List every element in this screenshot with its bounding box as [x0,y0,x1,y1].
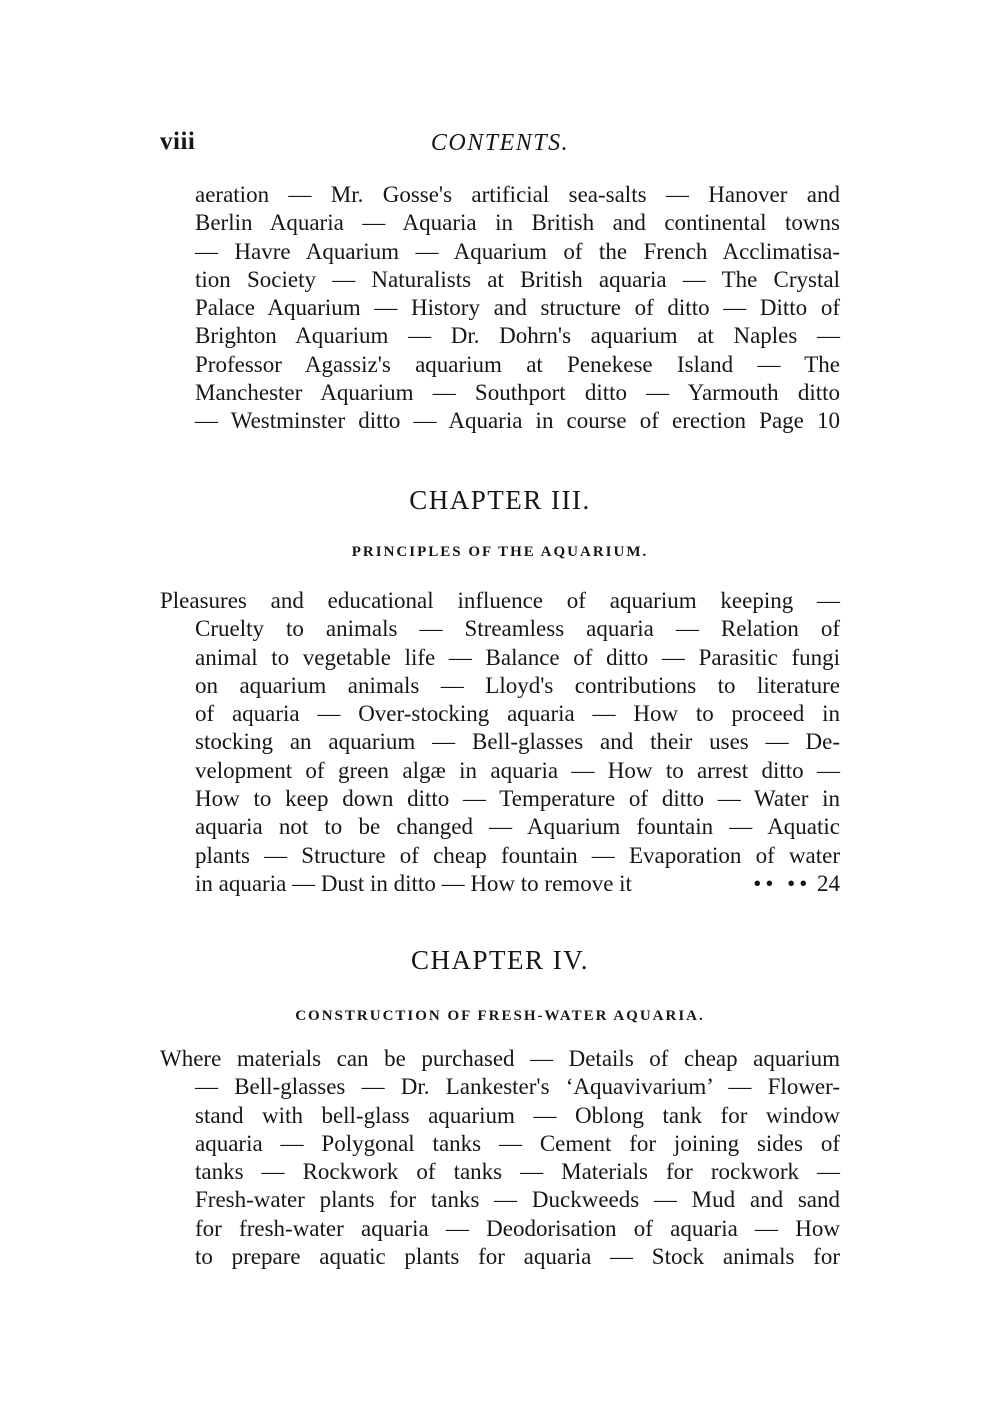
running-header [160,128,840,162]
contents-line: to prepare aquatic plants for aquaria — Stock animals for [195,1244,840,1270]
contents-line: stand with bell-glass aquarium — Oblong tank for window [195,1102,840,1128]
contents-line: aquaria not to be changed — Aquarium fountain — Aquatic [195,814,840,840]
contents-line: Berlin Aquaria — Aquaria in British and continental towns [195,210,840,236]
chapter-2-contents-continued [160,181,840,436]
contents-line: tion Society — Naturalists at British aquaria — The Crystal [195,266,840,292]
chapter-4-contents [160,1045,840,1271]
contents-line: velopment of green algæ in aquaria — How to arrest ditto — [195,757,840,783]
contents-line: of aquaria — Over-stocking aquaria — How to proceed in [195,701,840,727]
contents-line: on aquarium animals — Lloyd's contributions to literature [195,672,840,698]
page-number: viii [160,128,196,155]
contents-line: Brighton Aquarium — Dr. Dohrn's aquarium at Naples — [195,323,840,349]
page-reference: 24 [817,870,840,896]
dot-leader: •• •• [753,870,812,896]
contents-line: — Bell-glasses — Dr. Lankester's ‘Aquavivarium’ — Flower- [195,1074,840,1100]
contents-line: — Havre Aquarium — Aquarium of the French Acclimatisa- [195,238,840,264]
chapter-3-subtitle: PRINCIPLES OF THE AQUARIUM. [351,544,649,560]
chapter-4-subtitle: CONSTRUCTION OF FRESH-WATER AQUARIA. [295,1008,705,1024]
contents-line: Manchester Aquarium — Southport ditto — Yarmouth ditto [195,380,840,406]
running-title: CONTENTS. [430,130,570,156]
contents-line: Cruelty to animals — Streamless aquaria — Relation of [195,616,840,642]
contents-line: Where materials can be purchased — Details of cheap aquarium [160,1046,840,1071]
contents-line: Fresh-water plants for tanks — Duckweeds — Mud and sand [195,1187,840,1213]
contents-line: Professor Agassiz's aquarium at Penekese Island — The [195,351,840,377]
contents-line: for fresh-water aquaria — Deodorisation of aquaria — How [195,1215,840,1241]
contents-line: animal to vegetable life — Balance of ditto — Parasitic fungi [195,644,840,670]
contents-line: stocking an aquarium — Bell-glasses and their uses — De- [195,729,840,755]
contents-line-text: in aquaria — Dust in ditto — How to remove it [195,870,632,896]
contents-line: aquaria — Polygonal tanks — Cement for joining sides of [195,1130,840,1156]
chapter-4-heading: CHAPTER IV. [410,945,590,975]
contents-line-with-page [160,870,840,898]
page-leader-group [753,870,840,898]
contents-line: Pleasures and educational influence of aquarium keeping — [160,588,840,613]
chapter-3-contents [160,587,840,898]
contents-line: How to keep down ditto — Temperature of ditto — Water in [195,786,840,812]
contents-line: aeration — Mr. Gosse's artificial sea-salts — Hanover and [195,182,840,207]
chapter-3-heading: CHAPTER III. [409,485,591,515]
contents-line: Palace Aquarium — History and structure of ditto — Ditto of [195,295,840,321]
contents-line: — Westminster ditto — Aquaria in course of erection Page 10 [195,408,840,434]
contents-line: tanks — Rockwork of tanks — Materials for rockwork — [195,1159,840,1185]
contents-line: plants — Structure of cheap fountain — Evaporation of water [195,842,840,868]
